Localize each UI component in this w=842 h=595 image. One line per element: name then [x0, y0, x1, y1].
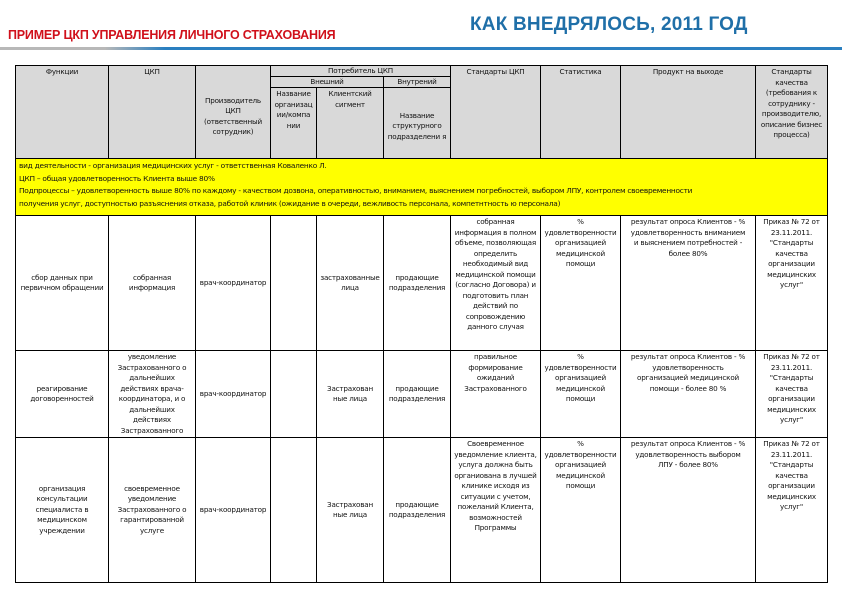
col-header-standards: Стандарты ЦКП	[450, 65, 541, 159]
table-row-1-org-name	[270, 215, 317, 351]
header-rule-grey	[0, 47, 110, 50]
col-header-unit-name: Название структурного подразделени я	[383, 87, 451, 159]
table-row-3-quality-standards: Приказ № 72 от 23.11.2011. "Стандарты качества организации медицинских услуг"	[755, 437, 828, 583]
col-header-consumer: Потребитель ЦКП	[270, 65, 451, 77]
table-row-3-statistics: % удовлетворенности организацией медицинской помощи	[540, 437, 621, 583]
table-row-3-unit-name: продающие подразделения	[383, 437, 451, 583]
table-row-2-org-name	[270, 350, 317, 438]
summary-line-activity: вид деятельности - организация медицинских услуг - ответственная Коваленко Л.	[19, 161, 327, 170]
table-row-1-producer: врач-координатор	[195, 215, 271, 351]
table-row-1-standards: собранная информация в полном объеме, позволяющая определить необходимый вид медицинской помощи (согласно Договора) и подготовить план действий по сопровождению данного случая	[450, 215, 541, 351]
table-row-3-org-name	[270, 437, 317, 583]
table-row-2-function: реагирование договоренностей	[15, 350, 109, 438]
table-row-2-unit-name: продающие подразделения	[383, 350, 451, 438]
col-header-internal: Внутрений	[383, 76, 451, 88]
summary-line-ckp: ЦКП – общая удовлетворенность Клиента выше 80%	[19, 173, 215, 183]
page-title: КАК ВНЕДРЯЛОСЬ, 2011 ГОД	[470, 14, 748, 35]
table-row-2-ckp: уведомление Застрахованного о дальнейших действиях врача-координатора, и о дальнейших действиях Застрахованного	[108, 350, 196, 438]
col-header-client-segment: Клиентский сигмент	[316, 87, 384, 159]
table-row-3-client-segment: Застрахован ные лица	[316, 437, 384, 583]
table-row-3-output-product: результат опроса Клиентов - % удовлетворенность выбором ЛПУ - более 80%	[620, 437, 756, 583]
table-row-1-output-product: результат опроса Клиентов - % удовлетворенность вниманием и выяснением потребностей - более 80%	[620, 215, 756, 351]
table-row-1-ckp: собранная информация	[108, 215, 196, 351]
table-row-2-statistics: % удовлетворенности организацией медицинской помощи	[540, 350, 621, 438]
table-row-3-standards: Своевременное уведомление клиента, услуга должна быть органиована в лучшей клинике исходя из ситуации с учетом, пожеланий Клиента, возможностей Программы	[450, 437, 541, 583]
ckp-table	[15, 65, 828, 583]
table-row-2-output-product: результат опроса Клиентов - % удовлетворенность организацией медицинской помощи - более 80 %	[620, 350, 756, 438]
col-header-functions: Функции	[15, 65, 109, 159]
col-header-output-product: Продукт на выходе	[620, 65, 756, 159]
col-header-external: Внешний	[270, 76, 384, 88]
table-row-3-ckp: своевременное уведомление Застрахованного о гарантированной услуге	[108, 437, 196, 583]
table-row-2-quality-standards: Приказ № 72 от 23.11.2011. "Стандарты качества организации медицинских услуг"	[755, 350, 828, 438]
col-header-quality-standards: Стандарты качества (требования к сотруднику - производителю, описание бизнес процесса)	[755, 65, 828, 159]
summary-line-subprocesses: Подпроцессы – удовлетворенность выше 80% по каждому - качеством дозвона, оперативностью, вниманием, выяснением погребностей, выбором ЛПУ, контролем своевременности	[19, 186, 693, 195]
col-header-statistics: Статистика	[540, 65, 621, 159]
table-row-2-producer: врач-координатор	[195, 350, 271, 438]
col-header-org-name: Название организац ии/компа нии	[270, 87, 317, 159]
table-row-1-unit-name: продающие подразделения	[383, 215, 451, 351]
header-rule-blue	[105, 47, 842, 50]
table-row-2-standards: правильное формирование ожиданий Застрахованного	[450, 350, 541, 438]
col-header-ckp: ЦКП	[108, 65, 196, 159]
table-row-3-function: организация консультации специалиста в медицинском учреждении	[15, 437, 109, 583]
page-subtitle: ПРИМЕР ЦКП УПРАВЛЕНИЯ ЛИЧНОГО СТРАХОВАНИЯ	[8, 28, 336, 42]
table-row-1-quality-standards: Приказ № 72 от 23.11.2011. "Стандарты качества организации медицинских услуг"	[755, 215, 828, 351]
col-header-producer: Производитель ЦКП (ответственный сотрудник)	[195, 65, 271, 159]
table-row-2-client-segment: Застрахован ные лица	[316, 350, 384, 438]
table-row-3-producer: врач-координатор	[195, 437, 271, 583]
table-row-1-client-segment: застрахованные лица	[316, 215, 384, 351]
table-row-1-function: сбор данных при первичном обращении	[15, 215, 109, 351]
table-row-1-statistics: % удовлетворенности организацией медицинской помощи	[540, 215, 621, 351]
summary-line-subprocesses-cont: получения услуг, доступностью разъяснения отказа, работой клиник (ожидание в очереди, вежливость персонала, компетнтность ю персонала)	[19, 198, 561, 208]
summary-band	[15, 158, 828, 216]
